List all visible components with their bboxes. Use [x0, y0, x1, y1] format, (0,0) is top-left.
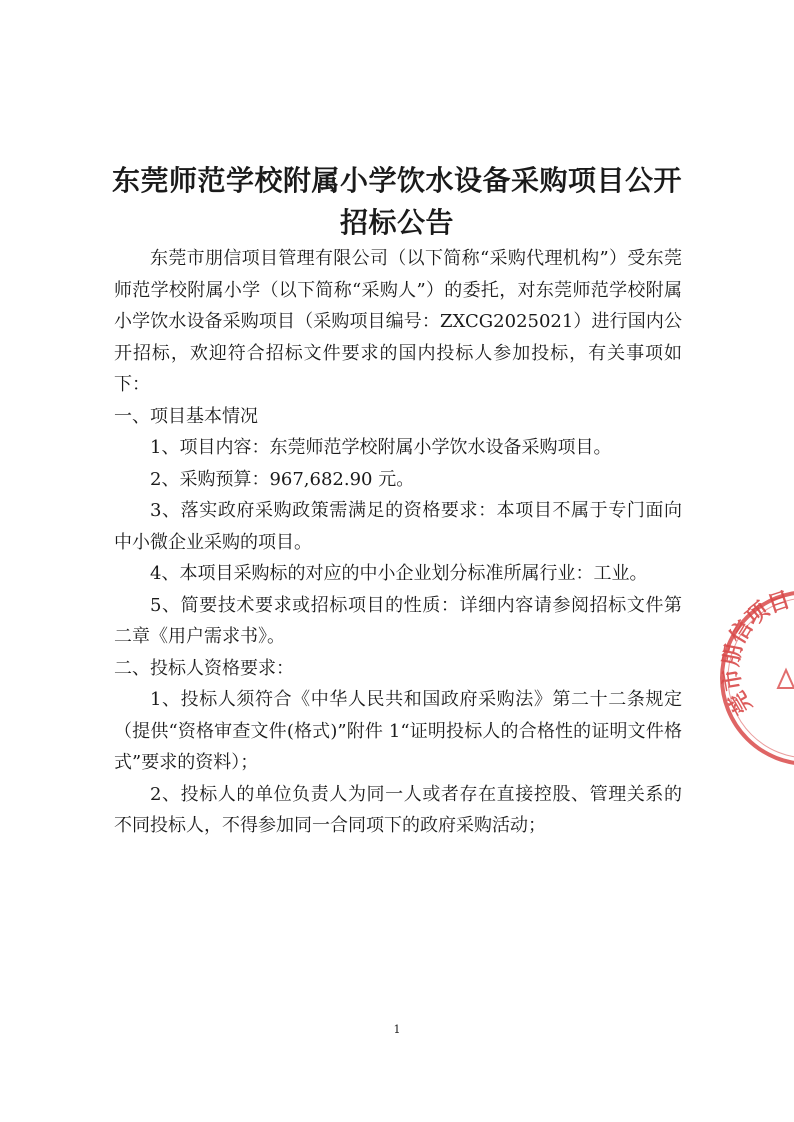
title-line-1: 东莞师范学校附属小学饮水设备采购项目公开	[111, 164, 682, 197]
intro-paragraph: 东莞市朋信项目管理有限公司（以下简称“采购代理机构”）受东莞师范学校附属小学（以下简称“采购人”）的委托，对东莞师范学校附属小学饮水设备采购项目（采购项目编号：ZXCG2025021）进行国内公开招标，欢迎符合招标文件要求的国内投标人参加投标，有关事项如下：	[114, 248, 682, 395]
paragraph-item: 3、落实政府采购政策需满足的资格要求：本项目不属于专门面向中小微企业采购的项目。	[114, 500, 682, 553]
section-heading-2: 二、投标人资格要求：	[114, 657, 294, 679]
paragraph-item: 2、投标人的单位负责人为同一人或者存在直接控股、管理关系的不同投标人，不得参加同一合同项下的政府采购活动；	[114, 783, 682, 836]
document-body	[114, 243, 682, 842]
paragraph-item: 2、采购预算：967,682.90 元。	[150, 468, 415, 490]
paragraph-item: 4、本项目采购标的对应的中小企业划分标准所属行业：工业。	[150, 563, 648, 584]
svg-text:莞市朋信项目: 莞市朋信项目	[718, 588, 794, 719]
page-number: 1	[393, 1023, 401, 1036]
title-line-2: 招标公告	[339, 206, 454, 239]
paragraph-item: 5、简要技术要求或招标项目的性质：详细内容请参阅招标文件第二章《用户需求书》。	[114, 594, 682, 647]
document-title	[100, 160, 694, 244]
paragraph-item: 1、投标人须符合《中华人民共和国政府采购法》第二十二条规定（提供“资格审查文件(格式)”附件 1“证明投标人的合格性的证明文件格式”要求的资料）；	[114, 689, 682, 773]
section-heading-1: 一、项目基本情况	[114, 405, 258, 427]
paragraph-item: 1、项目内容：东莞师范学校附属小学饮水设备采购项目。	[150, 437, 612, 458]
official-seal-stamp	[718, 588, 794, 768]
